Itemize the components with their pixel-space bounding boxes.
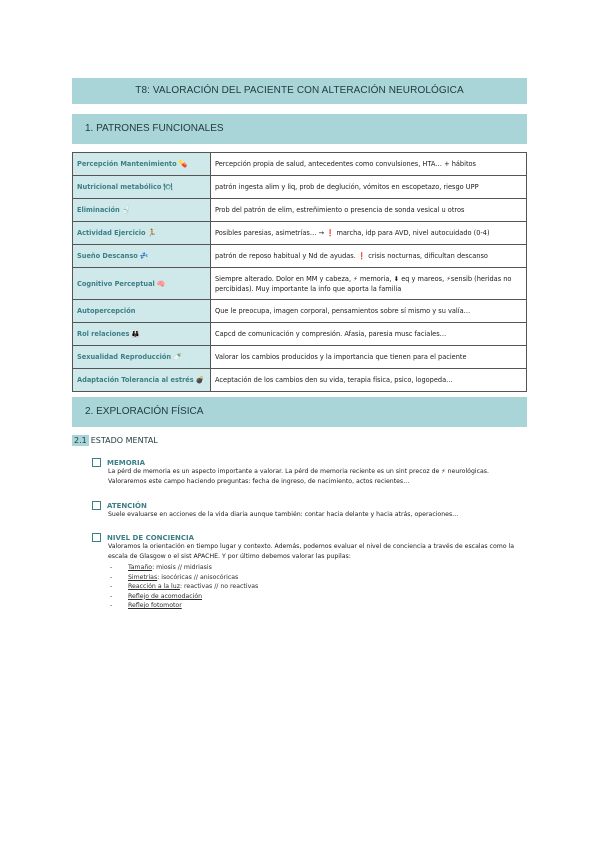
pattern-emoji-icon: 💊 — [178, 160, 188, 168]
memoria-checkbox[interactable] — [92, 458, 101, 467]
pattern-emoji-icon: 🍼 — [173, 353, 182, 361]
list-item — [110, 563, 524, 573]
table-row — [73, 153, 527, 176]
conciencia-block — [92, 533, 524, 611]
atencion-text: Suele evaluarse en acciones de la vida diaria aunque también: contar hacia delante y hacia atrás, operaciones… — [108, 511, 459, 518]
bullet-label: Reflejo de acomodación — [128, 592, 203, 600]
bullet-label: Simetrías — [128, 573, 158, 581]
pattern-label — [73, 346, 211, 369]
pattern-label — [73, 199, 211, 222]
document-title: T8: VALORACIÓN DEL PACIENTE CON ALTERACIÓN NEUROLÓGICA — [72, 78, 527, 104]
bullet-label: Tamaño — [128, 564, 153, 571]
subsection-title: ESTADO MENTAL — [90, 436, 158, 445]
dash-bullet-icon: - — [110, 602, 113, 609]
table-row — [73, 346, 527, 369]
pattern-value: Posibles paresias, asimetrías… → ❗ marcha, idp para AVD, nivel autocuidado (0-4) — [211, 222, 527, 245]
pattern-emoji-icon: 💤 — [139, 252, 149, 260]
bullet-label: Reflejo fotomotor — [128, 602, 182, 609]
pattern-value: Capcd de comunicación y compresión. Afasia, paresia musc faciales… — [211, 323, 527, 346]
pattern-value: patrón de reposo habitual y Nd de ayudas. ❗ crisis nocturnas, dificultan descanso — [211, 245, 527, 268]
pattern-label — [73, 323, 211, 346]
table-row — [73, 245, 527, 268]
atencion-block — [92, 501, 524, 520]
bullet-text: : reactivas // no reactivas — [179, 583, 259, 590]
conciencia-checkbox[interactable] — [92, 533, 101, 542]
pattern-value: Aceptación de los cambios den su vida, terapia física, psico, logopeda… — [211, 369, 527, 392]
pattern-label-text: Autopercepción — [77, 307, 136, 315]
section-heading-exploracion: 2. EXPLORACIÓN FÍSICA — [72, 397, 527, 427]
pattern-label-text: Nutricional metabólico — [77, 183, 162, 191]
memoria-title: MEMORIA — [107, 458, 146, 467]
pattern-label — [73, 268, 211, 300]
table-row — [73, 268, 527, 300]
dash-bullet-icon: - — [110, 583, 113, 590]
pattern-label-text: Actividad Ejercicio — [77, 229, 146, 237]
pattern-value: Percepción propia de salud, antecedentes como convulsiones, HTA… + hábitos — [211, 153, 527, 176]
list-item — [110, 582, 524, 592]
list-item — [110, 601, 524, 611]
atencion-checkbox[interactable] — [92, 501, 101, 510]
pattern-label — [73, 222, 211, 245]
table-row — [73, 323, 527, 346]
pattern-label-text: Sueño Descanso — [77, 252, 138, 260]
pattern-value: Que le preocupa, imagen corporal, pensamientos sobre sí mismo y su valía… — [211, 300, 527, 323]
table-row — [73, 176, 527, 199]
pattern-emoji-icon: 🚽 — [121, 206, 131, 214]
pattern-value: Prob del patrón de elim, estreñimiento o presencia de sonda vesical u otros — [211, 199, 527, 222]
table-row — [73, 222, 527, 245]
memoria-text: La pérd de memoria es un aspecto importante a valorar. La pérd de memoria reciente es un sint precoz de ⚡ neurológicas. Valoraremos este campo haciendo preguntas: fecha de ingreso, de nacimiento, actos recientes… — [108, 468, 489, 485]
section-heading-patrones: 1. PATRONES FUNCIONALES — [72, 114, 527, 144]
pattern-label — [73, 153, 211, 176]
list-item — [110, 592, 524, 602]
pattern-label-text: Adaptación Tolerancia al estrés — [77, 376, 194, 384]
dash-bullet-icon: - — [110, 592, 113, 600]
list-item — [110, 573, 524, 583]
pattern-emoji-icon: 🍽 — [163, 183, 173, 191]
table-row — [73, 369, 527, 392]
atencion-title: ATENCIÓN — [107, 501, 147, 510]
conciencia-title: NIVEL DE CONCIENCIA — [107, 533, 195, 542]
pattern-value: Valorar los cambios producidos y la importancia que tienen para el paciente — [211, 346, 527, 369]
subsection-heading — [72, 436, 158, 445]
memoria-block — [92, 458, 524, 487]
pattern-value: Siempre alterado. Dolor en MM y cabeza, ⚡ memoria, ⬇ eq y mareos, ⚡sensib (heridas no percibidas). Muy importante la info que aporta la familia — [211, 268, 527, 300]
pattern-label-text: Eliminación — [77, 206, 120, 214]
pattern-emoji-icon: 🧠 — [156, 279, 166, 288]
pattern-label-text: Cognitivo Perceptual — [77, 279, 155, 288]
pattern-label — [73, 369, 211, 392]
pattern-label-text: Percepción Mantenimiento — [77, 160, 177, 168]
pattern-label — [73, 176, 211, 199]
bullet-text: : miosis // midriasis — [152, 564, 212, 571]
dash-bullet-icon: - — [110, 564, 113, 571]
table-row — [73, 300, 527, 323]
pattern-value: patrón ingesta alim y liq, prob de deglución, vómitos en escopetazo, riesgo UPP — [211, 176, 527, 199]
subsection-number: 2.1 — [74, 436, 87, 445]
pupil-list — [110, 563, 524, 611]
bullet-label: Reacción a la luz — [128, 583, 180, 590]
pattern-label — [73, 245, 211, 268]
pattern-label-text: Rol relaciones — [77, 330, 130, 338]
pattern-label-text: Sexualidad Reproducción — [77, 353, 172, 361]
pattern-label — [73, 300, 211, 323]
pattern-emoji-icon: 💣 — [195, 376, 205, 384]
pattern-emoji-icon: 👪 — [131, 330, 141, 338]
dash-bullet-icon: - — [110, 573, 113, 581]
table-row — [73, 199, 527, 222]
patterns-table — [72, 152, 527, 392]
bullet-text: : isocóricas // anisocóricas — [157, 573, 239, 581]
conciencia-text: Valoramos la orientación en tiempo lugar y contexto. Además, podemos evaluar el nivel de conciencia a través de escalas como la escala de Glasgow o el sist APACHE. Y por último debemos valorar las pupilas: — [108, 543, 515, 560]
pattern-emoji-icon: 🏃 — [147, 229, 157, 237]
